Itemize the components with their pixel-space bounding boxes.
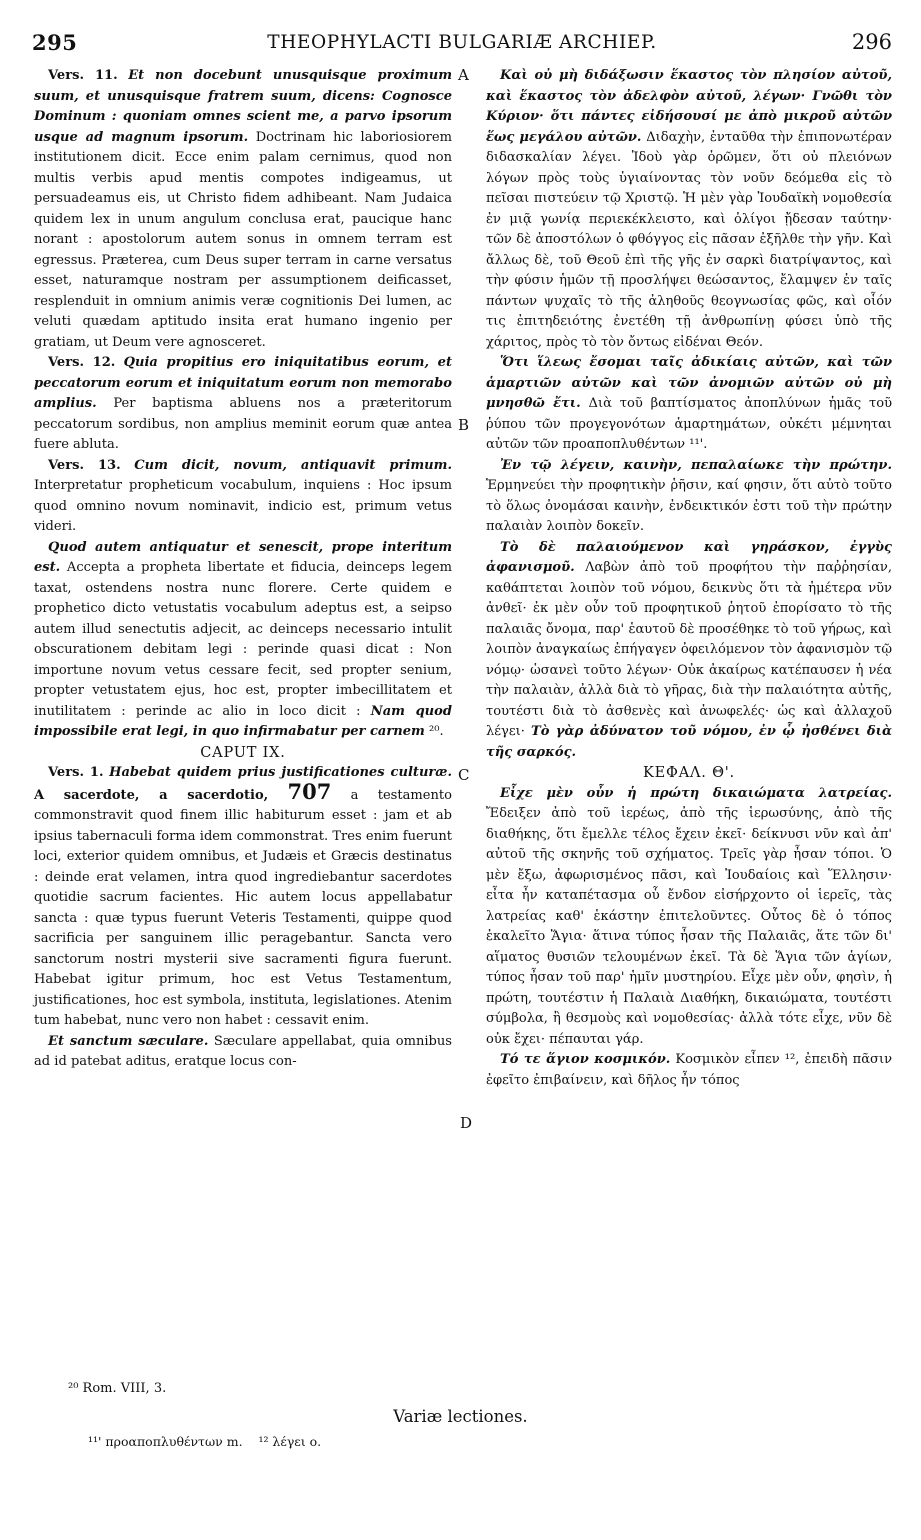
greek-verse-13 — [486, 456, 892, 538]
verse-lemma: Τὸ δὲ παλαιούμενον καὶ γηράσκον, ἐγγὺς ἀφανισμοῦ. — [486, 539, 892, 575]
commentary-text: Per baptisma abluens nos a præteritorum peccatorum sordibus, non amplius meminit eorum quæ antea fuere abluta. — [34, 396, 452, 452]
verse-lemma: Quod autem antiquatur et senescit, prope interitum est. — [34, 539, 452, 575]
variae-lectiones-heading: Variæ lectiones. — [393, 1407, 528, 1426]
chapter-heading-latin: CAPUT IX. — [200, 744, 286, 761]
chapter-heading-greek: ΚΕΦΑΛ. Θ'. — [643, 765, 735, 781]
commentary-text: Λαβὼν ἀπὸ τοῦ προφήτου τὴν παῤῥησίαν, καθάπτεται λοιπὸν τοῦ νόμου, δεικνὺς ὅτι τὰ ἡμέτερα νῦν ἀνθεῖ· ἐκ μὲν οὖν τοῦ προφητικοῦ ῥητοῦ ἐπορίσατο τὸ τῆς παλαιᾶς ὄνομα, παρ' ἑαυτοῦ δὲ προσέθηκε τὸ τοῦ γήρως, καὶ λοιπὸν ἀναγκαίως ἐπήγαγεν ὀφειλόμενον τὸν ἀφανισμὸν τῷ νόμῳ· ὡσανεὶ τοῦτο λέγων· Οὐκ ἀκαίρως κατέπαυσεν ἡ νέα τὴν παλαιὰν, ἀλλὰ διὰ τὸ γῆρας, διὰ τὴν παλαιότητα αὐτῆς, τουτέστι διὰ τὸ ἀσθενὲς καὶ ἀνωφελές· ὡς καὶ ἀλλαχοῦ λέγει· — [486, 560, 892, 739]
page-number-right: 296 — [851, 30, 892, 54]
commentary-text: Interpretatur propheticum vocabulum, inquiens : Hoc ipsum quod omnino novum nominavit, indicio est, primum vetus videri. — [34, 478, 452, 534]
commentary-text: Κοσμικὸν εἶπεν ¹², ἐπειδὴ πᾶσιν ἐφεῖτο ἐπιβαίνειν, καὶ δῆλος ἦν τόπος — [486, 1052, 893, 1088]
verse-number: Vers. 12. — [48, 355, 116, 370]
commentary-text: Διδαχὴν, ἐνταῦθα τὴν ἐπιπονωτέραν διδασκαλίαν λέγει. Ἰδοὺ γὰρ ὁρῶμεν, ὅτι οὐ πλειόνων λόγων πρὸς τοὺς ὑγιαίνοντας τὸν νοῦν δεόμεθα εἰς τὸ πεῖσαι πιστεύειν τῷ Χριστῷ. Ἡ μὲν γὰρ Ἰουδαϊκὴ νομοθεσία ἐν μιᾷ γωνίᾳ περιεκέκλειστο, καὶ ὀλίγοι ᾔδεσαν ταύτην· τῶν δὲ ἀποστόλων ὁ φθόγγος εἰς πᾶσαν ἐξῆλθε τὴν γῆν. Καὶ ἄλλως δὲ, τοῦ Θεοῦ ἐπὶ τῆς γῆς ἐν σαρκὶ διατρίψαντος, καὶ τὴν φύσιν ἡμῶν τῇ προσλήψει θεώσαντος, ἔλαμψεν ἐν ταῖς πάντων ψυχαῖς τὸ τῆς ἀληθοῦς θεογνωσίας φῶς, καὶ οἷόν τις ἐπιτηδειότης ἐνετέθη τῇ ἀνθρωπίνῃ φύσει ὑπὸ τῆς χάριτος, πρὸς τὸ τὸν ὄντως εἰδέναι Θεόν. — [486, 129, 892, 350]
verse-lemma: Καὶ οὐ μὴ διδάξωσιν ἕκαστος τὸν πλησίον αὐτοῦ, καὶ ἕκαστος τὸν ἀδελφὸν αὐτοῦ, λέγων· Γνῶθι τὸν Κύριον· ὅτι πάντες εἰδήσουσί με ἀπὸ μικροῦ αὐτῶν ἕως μεγάλου αὐτῶν. — [486, 68, 892, 145]
margin-letter-c: C — [458, 766, 470, 784]
latin-footnote: ²⁰ Rom. VIII, 3. — [68, 1381, 167, 1396]
greek-paragraph-hagion — [486, 1050, 892, 1091]
verse-lemma: Et sanctum sæculare. — [48, 1033, 209, 1049]
verse-lemma: Cum dicit, novum, antiquavit primum. — [134, 457, 452, 473]
latin-verse-12 — [34, 353, 452, 456]
margin-letter-d: D — [460, 1114, 473, 1132]
commentary-text: Ἑρμηνεύει τὴν προφητικὴν ῥῆσιν, καί φησιν, ὅτι αὐτὸ τοῦτο τὸ ὅλως ὀνομάσαι καινὴν, ἐνδεικτικόν ἐστι τοῦ τὴν πρώτην παλαιὰν λοιπὸν δοκεῖν. — [486, 478, 892, 534]
commentary-text: A sacerdote, a sacerdotio, — [34, 787, 269, 803]
margin-letter-b: B — [458, 416, 470, 434]
verse-lemma: Et non docebunt unusquisque proximum suum, et unusquisque fratrem suum, dicens: Cognosce Dominum : quoniam omnes scient me, a parvo ipsorum usque ad magnum ipsorum. — [34, 68, 452, 145]
commentary-text: Accepta a propheta libertate et fiducia, deinceps legem taxat, ostendens nostra nunc florere. Certe quidem e prophetico dicto vetustatis vocabulum adeptus est, a seipso autem illud senectutis adjecit, ac deinceps necessario intulit obscurationem debitam legi : perinde quasi dicat : Non importune novum vetus cessare fecit, sed propter senium, propter vetustatem ejus, hoc est, propter imbecillitatem et inutilitatem : perinde ac alio in loco dicit : — [34, 560, 452, 719]
verse-number: Vers. 13. — [48, 457, 121, 473]
greek-column — [486, 66, 892, 1091]
verse-lemma: Εἶχε μὲν οὖν ἡ πρώτη δικαιώματα λατρείας. — [500, 785, 892, 801]
page-header — [32, 30, 892, 58]
scripture-quote: Τὸ γὰρ ἀδύνατον τοῦ νόμου, ἐν ᾧ ἠσθένει διὰ τῆς σαρκός. — [486, 724, 892, 760]
commentary-text: Ἔδειξεν ἀπὸ τοῦ ἱερέως, ἀπὸ τῆς ἱερωσύνης, ἀπὸ τῆς διαθήκης, ὅτι ἔμελλε τέλος ἔχειν ἐκεῖ· δείκνυσι νῦν καὶ ἀπ' αὐτοῦ τῆς σκηνῆς τοῦ σχήματος. Τρεῖς γὰρ ἦσαν τόποι. Ὁ μὲν ἔξω, ἀφωρισμένος πᾶσι, καὶ Ἰουδαίοις καὶ Ἕλλησιν· εἶτα ἦν καταπέτασμα οὗ ἔνδον εἰσήρχοντο οἱ ἱερεῖς, τὰς λατρείας καθ' ἑκάστην ἐπιτελοῦντες. Οὗτος δὲ ὁ τόπος ἐκαλεῖτο Ἅγια· ἅτινα τύπος ἦσαν τῆς Παλαιᾶς, ἅτε τῶν δι' αἵματος θυσιῶν τελουμένων ἐκεῖ. Τὰ δὲ Ἅγια τῶν ἁγίων, τύπος ἦσαν τοῦ παρ' ἡμῖν μυστηρίου. Εἶχε μὲν οὖν, φησὶν, ἡ πρώτη, τουτέστιν ἡ Παλαιὰ Διαθήκη, δικαιώματα, τουτέστι σύμβολα, ἢ θεσμοὺς καὶ νομοθεσίας· ἀλλὰ τότε εἶχε, νῦν δὲ οὐκ ἔχει· πέπαυται γάρ. — [486, 806, 892, 1047]
verse-lemma: Quia propitius ero iniquitatibus eorum, et peccatorum eorum et iniquitatum eorum non memorabo amplius. — [34, 355, 453, 411]
latin-paragraph-antiquatur — [34, 538, 452, 743]
verse-number: Vers. 1. — [48, 765, 104, 780]
latin-verse-13 — [34, 456, 452, 538]
verse-number: Vers. 11. — [48, 68, 118, 83]
commentary-text: Sæculare appellabat, quia omnibus ad id patebat aditus, eratque locus con- — [34, 1033, 452, 1069]
greek-paragraph-palaioumenon — [486, 538, 892, 764]
greek-variant-notes: ¹¹' προαποπλυθέντων m. ¹² λέγει ο. — [88, 1434, 322, 1449]
verse-lemma: Ἐν τῷ λέγειν, καινὴν, πεπαλαίωκε τὴν πρώτην. — [500, 457, 892, 473]
footnote-ref: ²⁰. — [424, 724, 444, 739]
latin-chapter9-verse-1 — [34, 763, 452, 1032]
commentary-text: a testamento commonstravit quod finem illic habiturum esset : jam et ab ipsius tabernaculi forma idem commonstrat. Tres enim fuerunt loci, exterior quidem omnibus, et Judæis et Græcis destinatus : deinde erat velamen, intra quod ingrediebantur sacerdotes quotidie sacrum facientes. Hic autem locus appellabatur sancta : quæ typus fuerunt Veteris Testamenti, quippe quod sacrificia per sanguinem illic peragebantur. Sancta vero sanctorum nostri mysterii sive sacramenti figura fuerunt. Habebat igitur primum, hoc est Vetus Testamentum, justificationes, hoc est symbola, instituta, legislationes. Atenim tum habebat, nunc vero non habet : cessavit enim. — [34, 787, 452, 1028]
verse-lemma: Habebat quidem prius justificationes culturæ. — [109, 765, 452, 780]
latin-verse-11 — [34, 66, 452, 353]
margin-letter-a: A — [458, 66, 469, 84]
verse-lemma: Ὅτι ἵλεως ἔσομαι ταῖς ἀδικίαις αὐτῶν, καὶ τῶν ἁμαρτιῶν αὐτῶν καὶ τῶν ἀνομιῶν αὐτῶν οὐ μὴ μνησθῶ ἔτι. — [486, 355, 892, 411]
scripture-quote: Nam quod impossibile erat legi, in quo infirmabatur per carnem — [34, 703, 452, 739]
latin-column — [34, 66, 452, 1073]
latin-paragraph-sanctum — [34, 1032, 452, 1073]
greek-chapter9-verse-1 — [486, 784, 892, 1051]
greek-verse-11 — [486, 66, 892, 353]
edition-column-number: 707 — [287, 778, 332, 804]
running-title: THEOPHYLACTI BULGARIÆ ARCHIEP. — [267, 32, 657, 53]
page-number-left: 295 — [32, 30, 78, 55]
greek-verse-12 — [486, 353, 892, 456]
commentary-text: Διὰ τοῦ βαπτίσματος ἀποπλύνων ἡμᾶς τοῦ ῥύπου τῶν προγεγονότων ἁμαρτημάτων, οὐκέτι μέμνηται αὐτῶν τῶν προαποπλυθέντων ¹¹'. — [486, 396, 892, 452]
verse-lemma: Τό τε ἅγιον κοσμικόν. — [500, 1052, 671, 1067]
commentary-text: Doctrinam hic laboriosiorem institutionem dicit. Ecce enim palam cernimus, quod non multis verbis apud mentis compotes indigeamus, ut persuadeamus eis, ut Christo fidem adhibeant. Nam Judaica quidem lex in unum angulum conclusa erat, paucique hanc norant : apostolorum autem sonus in omnem terram est egressus. Præterea, cum Deus super terram in carne versatus esset, naturamque nostram per assumptionem deificasset, resplenduit in omnium animis veræ cognitionis Dei lumen, ac veluti quædam aptitudo insita erat humano ingenio per gratiam, ut Deum vere agnosceret. — [34, 129, 453, 350]
